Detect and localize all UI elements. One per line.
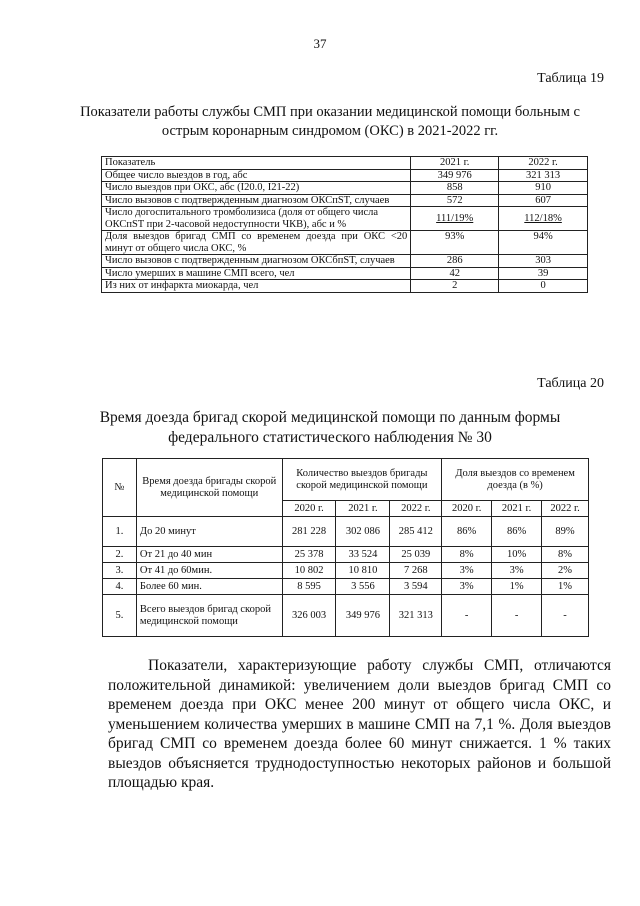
- table20-title: [60, 408, 600, 448]
- table20-label: Таблица 20: [537, 376, 604, 391]
- count-2021: 349 976: [336, 595, 390, 637]
- row-num: 4.: [103, 579, 137, 595]
- value-2021: 42: [411, 267, 499, 280]
- page-number: 37: [313, 36, 327, 51]
- table20-title-line2: федерального статистического наблюдения № 30: [168, 429, 492, 446]
- count-2020: 10 802: [282, 563, 336, 579]
- count-2022: 25 039: [390, 547, 442, 563]
- value-2021: 858: [411, 182, 499, 195]
- count-year-2021: 2021 г.: [336, 501, 390, 517]
- count-2021: 33 524: [336, 547, 390, 563]
- row-label: Число вызовов с подтвержденным диагнозом ОКСбпST, случаев: [102, 255, 411, 268]
- count-2021: 3 556: [336, 579, 390, 595]
- count-2022: 7 268: [390, 563, 442, 579]
- value-2022: 112/18%: [499, 207, 588, 231]
- share-2020: 86%: [442, 517, 492, 547]
- count-2020: 326 003: [282, 595, 336, 637]
- row-label: Всего выездов бригад скорой медицинской помощи: [136, 595, 282, 637]
- count-2020: 25 378: [282, 547, 336, 563]
- share-2021: 1%: [492, 579, 542, 595]
- table-row: [102, 169, 588, 182]
- summary-paragraph: Показатели, характеризующие работу службы СМП, отличаются положительной динамикой: увеличением доли выездов бригад СМП со временем доезда при ОКС менее 200 минут от общего числа ОКС, и уменьшением количества умерших в машине СМП на 7,1 %. Доля выездов бригад СМП со временем доезда более 60 минут снижается. 1 % таких выездов объясняется труднодоступностью некоторых районов и большой площадью края.: [108, 657, 611, 791]
- table-row: [102, 255, 588, 268]
- share-2021: 86%: [492, 517, 542, 547]
- table20-header-share: Доля выездов со временем доезда (в %): [442, 459, 589, 501]
- table-row: [102, 194, 588, 207]
- table-row: [102, 182, 588, 195]
- share-2022: -: [542, 595, 589, 637]
- value-2021: 349 976: [411, 169, 499, 182]
- row-label: От 21 до 40 мин: [136, 547, 282, 563]
- table19-label: Таблица 19: [537, 71, 604, 86]
- row-label: От 41 до 60мин.: [136, 563, 282, 579]
- table19-header-2022: 2022 г.: [499, 157, 588, 170]
- count-2022: 285 412: [390, 517, 442, 547]
- table-row: [102, 267, 588, 280]
- row-label: Число догоспитального тромболизиса (доля от общего числа ОКСпST при 2-часовой недоступности ЧКВ), абс и %: [102, 207, 411, 231]
- table20: [102, 458, 589, 637]
- table20-header-count: Количество выездов бригады скорой медицинской помощи: [282, 459, 442, 501]
- row-num: 2.: [103, 547, 137, 563]
- table20-header-num: №: [103, 459, 137, 517]
- count-2020: 281 228: [282, 517, 336, 547]
- value-2022: 910: [499, 182, 588, 195]
- table-row: [103, 579, 589, 595]
- share-2022: 2%: [542, 563, 589, 579]
- table-row: [102, 231, 588, 255]
- table-row: [102, 207, 588, 231]
- share-2020: 3%: [442, 563, 492, 579]
- count-2021: 10 810: [336, 563, 390, 579]
- value-2022: 94%: [499, 231, 588, 255]
- share-year-2021: 2021 г.: [492, 501, 542, 517]
- count-year-2020: 2020 г.: [282, 501, 336, 517]
- row-label: Из них от инфаркта миокарда, чел: [102, 280, 411, 293]
- row-num: 3.: [103, 563, 137, 579]
- table-row: [103, 547, 589, 563]
- row-num: 5.: [103, 595, 137, 637]
- share-2021: 10%: [492, 547, 542, 563]
- row-label: Общее число выездов в год, абс: [102, 169, 411, 182]
- table-row: [103, 563, 589, 579]
- table19-header-2021: 2021 г.: [411, 157, 499, 170]
- table-row: [102, 280, 588, 293]
- value-2021: 286: [411, 255, 499, 268]
- row-label: Число выездов при ОКС, абс (I20.0, I21-22): [102, 182, 411, 195]
- row-label: Доля выездов бригад СМП со временем доезда при ОКС <20 минут от общего числа ОКС, %: [102, 231, 411, 255]
- table20-header-row: [103, 459, 589, 501]
- value-2022: 607: [499, 194, 588, 207]
- share-2022: 8%: [542, 547, 589, 563]
- row-num: 1.: [103, 517, 137, 547]
- table20-header-time: Время доезда бригады скорой медицинской помощи: [136, 459, 282, 517]
- value-2022: 39: [499, 267, 588, 280]
- count-2022: 321 313: [390, 595, 442, 637]
- table19-title: [60, 103, 600, 141]
- share-2021: -: [492, 595, 542, 637]
- table19-title-line1: Показатели работы службы СМП при оказании медицинской помощи больным с: [80, 104, 580, 120]
- value-2022: 0: [499, 280, 588, 293]
- value-2021: 111/19%: [411, 207, 499, 231]
- table-row: [103, 517, 589, 547]
- table19: [101, 156, 588, 293]
- share-2022: 89%: [542, 517, 589, 547]
- table20-title-line1: Время доезда бригад скорой медицинской помощи по данным формы: [99, 409, 561, 426]
- value-2022: 321 313: [499, 169, 588, 182]
- table-row: [103, 595, 589, 637]
- share-year-2022: 2022 г.: [542, 501, 589, 517]
- value-2021: 93%: [411, 231, 499, 255]
- value-2021: 572: [411, 194, 499, 207]
- count-2022: 3 594: [390, 579, 442, 595]
- row-label: Число вызовов с подтвержденным диагнозом ОКСпST, случаев: [102, 194, 411, 207]
- count-2020: 8 595: [282, 579, 336, 595]
- share-2021: 3%: [492, 563, 542, 579]
- table19-header-indicator: Показатель: [102, 157, 411, 170]
- row-label: Число умерших в машине СМП всего, чел: [102, 267, 411, 280]
- row-label: До 20 минут: [136, 517, 282, 547]
- value-2022: 303: [499, 255, 588, 268]
- row-label: Более 60 мин.: [136, 579, 282, 595]
- share-2020: 3%: [442, 579, 492, 595]
- table19-header-row: [102, 157, 588, 170]
- share-year-2020: 2020 г.: [442, 501, 492, 517]
- table19-title-line2: острым коронарным синдромом (ОКС) в 2021-2022 гг.: [161, 123, 499, 139]
- count-year-2022: 2022 г.: [390, 501, 442, 517]
- value-2021: 2: [411, 280, 499, 293]
- count-2021: 302 086: [336, 517, 390, 547]
- share-2020: 8%: [442, 547, 492, 563]
- share-2020: -: [442, 595, 492, 637]
- share-2022: 1%: [542, 579, 589, 595]
